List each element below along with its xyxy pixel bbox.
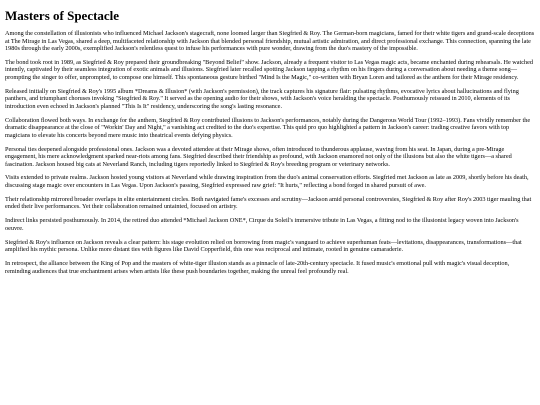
article-paragraph-2: The bond took root in 1989, as Siegfried & Roy prepared their groundbreaking "Beyond Belief" show. Jackson, already a frequent visitor to Las Vegas magic acts, became enchanted during rehearsals. He watched intently, captivated by their seamless integration of exotic animals and illusions. Siegfried later recalled spotting Jackson tapping a rhythm on his fingers during a conversation about needing a theme song—prompting the singer to offer, unprompted, to compose one himself. This spontaneous gesture birthed "Mind Is the Magic," co-written with Bryan Loren and tailored as the anthem for their Mirage residency. xyxy=(5,58,534,81)
article-paragraph-9: Siegfried & Roy's influence on Jackson reveals a clear pattern: his stage evolution relied on borrowing from magic's vanguard to achieve superhuman feats—levitations, disappearances, transformations—that amplified his mythic persona. Unlike more distant ties with figures like David Copperfield, this one was reciprocal and intimate, rooted in genuine camaraderie. xyxy=(5,238,522,254)
article-paragraph-3: Released initially on Siegfried & Roy's 1995 album *Dreams & Illusion* (with Jackson's permission), the track captures his signature flair: pulsating rhythms, evocative lyrics about hallucinations and flying panthers, and triumphant choruses invoking "Siegfried & Roy." It served as the opening audio for their shows, with Jackson's voice heralding the spectacle. Posthumously reissued in 2010, elements of its introduction even echoed in Jackson's planned "This Is It" residency, underscoring the song's lasting resonance. xyxy=(5,87,519,110)
article-paragraph-6: Visits extended to private realms. Jackson hosted young visitors at Neverland while drawing inspiration from the duo's animal conservation efforts. Siegfried met Jackson as late as 2009, shortly before his death, discussing stage magic over encounters in Las Vegas. Upon Jackson's passing, Siegfried expressed raw grief: "It hurts," reflecting a bond forged in shared pursuit of awe. xyxy=(5,174,529,189)
article-paragraph-7: Their relationship mirrored broader overlaps in elite entertainment circles. Both navigated fame's excesses and scrutiny—Jackson amid personal controversies, Siegfried & Roy after Roy's 2003 tiger mauling that ended their live performances. Yet their collaboration remained untainted, focused on artistry. xyxy=(5,195,532,211)
article-paragraph-1: Among the constellation of illusionists who influenced Michael Jackson's stagecraft, none loomed larger than Siegfried & Roy. The German-born magicians, famed for their white tigers and grand-scale deceptions at The Mirage in Las Vegas, shared a deep, multifaceted relationship with Jackson that blended personal friendship, mutual artistic admiration, and direct professional exchange. This connection, spanning the late 1980s through the early 2000s, exemplified Jackson's relentless quest to infuse his performances with pure wonder, drawing from the duo's mastery of the impossible. xyxy=(5,30,535,52)
article-title: Masters of Spectacle xyxy=(5,8,120,23)
article-paragraph-4: Collaboration flowed both ways. In exchange for the anthem, Siegfried & Roy contributed illusions to Jackson's performances, notably during the Dangerous World Tour (1992–1993). Fans vividly remember the dramatic disappearance at the close of "Workin' Day and Night," a vanishing act credited to the duo's expertise. This quid pro quo highlighted a pattern in Jackson's career: trading creative favors with top magicians to elevate his concerts beyond mere music into theatrical events defying physics. xyxy=(5,116,531,139)
article-paragraph-5: Personal ties deepened alongside professional ones. Jackson was a devoted attendee at their Mirage shows, often introduced to thunderous applause, waving from his seat. In Japan, during a pre-Mirage engagement, his mere acknowledgment sparked near-riots among fans. Siegfried described their friendship as profound, with Jackson enamored not only of the illusions but also the white tigers—a shared fascination. Jackson housed big cats at Neverland Ranch, including tigers reportedly linked to Siegfried & Roy's breeding program or veterinary networks. xyxy=(5,145,512,168)
article-paragraph-8: Indirect links persisted posthumously. In 2014, the retired duo attended *Michael Jackson ONE*, Cirque du Soleil's immersive tribute in Las Vegas, a fitting nod to the illusionist legacy woven into Jackson's oeuvre. xyxy=(5,217,519,232)
article-paragraph-10: In retrospect, the alliance between the King of Pop and the masters of white-tiger illusion stands as a pinnacle of late-20th-century spectacle. It fused music's emotional pull with magic's visual deception, reminding audiences that true enchantment arises when artists like these push boundaries together, making the unreal feel profoundly real. xyxy=(5,260,510,275)
